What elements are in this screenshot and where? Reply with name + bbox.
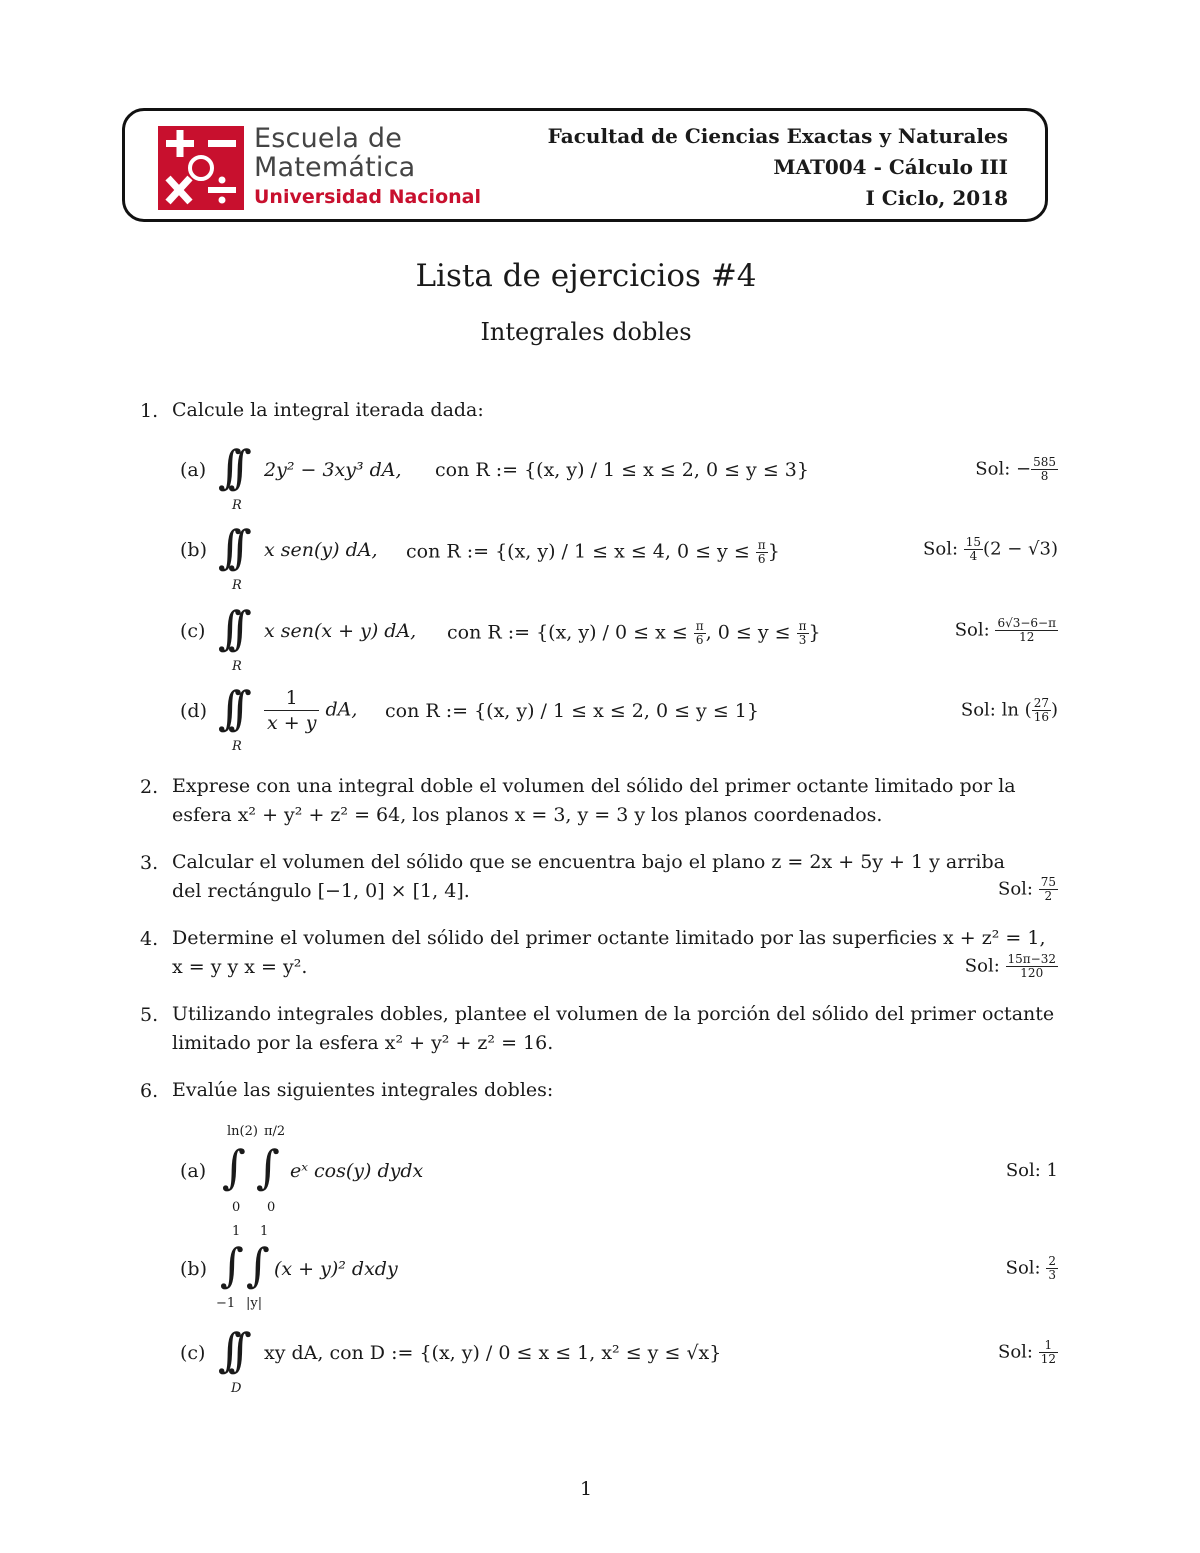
- exercise-2-text: Exprese con una integral doble el volumen del sólido del primer octante limitado por la esfera x² + y² + z² = 64, los planos x = 3, y = 3 y los planos coordenados.: [172, 775, 1016, 826]
- exercise-4-number: 4.: [140, 928, 159, 950]
- ex6b-upper-outer: 1: [232, 1224, 241, 1239]
- logo-university: Universidad Nacional: [254, 186, 481, 208]
- ex6a-lower-inner: 0: [267, 1200, 276, 1215]
- ex1d-region: R: [232, 739, 242, 754]
- double-integral-icon: ∫∫: [218, 1323, 238, 1377]
- exercise-1-number: 1.: [140, 400, 159, 422]
- ex6c-region: D: [231, 1381, 242, 1396]
- ex6a-solution: Sol: 1: [1005, 1160, 1058, 1181]
- ex6a-upper-outer: ln(2): [227, 1124, 258, 1139]
- ex4-solution: Sol: $\frac{15\pi-32}{120}$: [964, 952, 1056, 980]
- ex1d-integrand: $\frac{1}{x + y}$ dA,: [264, 686, 357, 735]
- ex6b-upper-inner: 1: [260, 1224, 269, 1239]
- page-number: 1: [579, 1478, 593, 1500]
- ex1c-label: (c): [180, 620, 206, 642]
- exercise-5-number: 5.: [140, 1004, 159, 1026]
- ex6a-upper-inner: π/2: [264, 1124, 286, 1139]
- ex1c-solution: Sol: $\frac{6√3-6-\pi}{12}$: [954, 616, 1056, 644]
- ex1a-label: (a): [180, 459, 207, 481]
- logo-text: [254, 124, 415, 182]
- ex6a-integrand: eˣ cos(y) dydx: [290, 1160, 424, 1182]
- ex1c-integrand: x sen(x + y) dA,: [264, 620, 417, 642]
- integral-icon: ∫∫: [222, 1140, 290, 1194]
- ex6a-label: (a): [180, 1160, 207, 1182]
- ex1d-label: (d): [180, 700, 207, 722]
- ex6b-integrand: (x + y)² dxdy: [274, 1258, 398, 1280]
- ex6c-label: (c): [180, 1342, 206, 1364]
- math-symbols-icon: [158, 126, 244, 210]
- ex1c-region: R: [232, 659, 242, 674]
- logo-line-2: Matemática: [254, 152, 416, 183]
- ex1d-solution: Sol: ln ( $\frac{27}{16}$ ): [960, 696, 1058, 724]
- double-integral-icon: ∫∫: [218, 440, 238, 494]
- ex6a-lower-outer: 0: [232, 1200, 241, 1215]
- exercise-3-text: Calcular el volumen del sólido que se encuentra bajo el plano z = 2x + 5y + 1 y arriba del rectángulo [−1, 0] × [1, 4].: [172, 851, 1005, 902]
- exercise-3-number: 3.: [140, 852, 159, 874]
- ex1a-region: R: [232, 498, 242, 513]
- ex1d-condition: con R := {(x, y) / 1 ≤ x ≤ 2, 0 ≤ y ≤ 1}: [385, 700, 759, 722]
- double-integral-icon: ∫∫: [218, 681, 238, 735]
- integral-icon: ∫∫: [220, 1238, 272, 1292]
- ex1b-solution: Sol: $\frac{15}{4}$ (2 − √3): [923, 535, 1058, 563]
- term: I Ciclo, 2018: [865, 186, 1008, 210]
- double-integral-icon: ∫∫: [218, 601, 238, 655]
- ex1b-label: (b): [180, 539, 207, 561]
- ex6c-integrand: xy dA, con D := {(x, y) / 0 ≤ x ≤ 1, x² ≤ y ≤ √x}: [264, 1342, 722, 1364]
- faculty-name: Facultad de Ciencias Exactas y Naturales: [547, 124, 1008, 148]
- double-integral-icon: ∫∫: [218, 520, 238, 574]
- ex6b-label: (b): [180, 1258, 207, 1280]
- page-title: Lista de ejercicios #4: [415, 258, 757, 294]
- ex1a-integrand: 2y² − 3xy³ dA,: [264, 459, 402, 481]
- exercise-4-text: Determine el volumen del sólido del primer octante limitado por las superficies x + z² = 1, x = y y x = y².: [172, 927, 1046, 978]
- exercise-5-text: Utilizando integrales dobles, plantee el volumen de la porción del sólido del primer octante limitado por la esfera x² + y² + z² = 16.: [172, 1003, 1055, 1054]
- course-name: MAT004 - Cálculo III: [773, 155, 1008, 179]
- exercise-2-number: 2.: [140, 776, 159, 798]
- school-logo: [158, 123, 481, 214]
- ex1b-condition: con R := {(x, y) / 1 ≤ x ≤ 4, 0 ≤ y ≤ $\frac{\pi}{6}$ }: [406, 538, 780, 566]
- ex3-solution: Sol: $\frac{75}{2}$: [997, 875, 1056, 903]
- logo-line-1: Escuela de: [254, 123, 403, 154]
- ex1a-condition: con R := {(x, y) / 1 ≤ x ≤ 2, 0 ≤ y ≤ 3}: [435, 459, 809, 481]
- ex6c-solution: Sol: $\frac{1}{12}$: [997, 1338, 1056, 1366]
- ex6b-lower-outer: −1: [216, 1296, 236, 1311]
- exercise-6-text: Evalúe las siguientes integrales dobles:: [172, 1079, 554, 1101]
- ex1a-solution: Sol: − $\frac{585}{8}$: [975, 455, 1056, 483]
- ex1b-integrand: x sen(y) dA,: [264, 539, 378, 561]
- page-subtitle: Integrales dobles: [480, 318, 692, 346]
- ex6b-solution: Sol: $\frac{2}{3}$: [1005, 1254, 1056, 1282]
- ex1c-condition: con R := {(x, y) / 0 ≤ x ≤ $\frac{\pi}{6}$ , 0 ≤ y ≤ $\frac{\pi}{3}$ }: [447, 619, 821, 647]
- exercise-6-number: 6.: [140, 1080, 159, 1102]
- exercise-1-text: Calcule la integral iterada dada:: [172, 399, 484, 421]
- ex6b-lower-inner: |y|: [246, 1296, 263, 1311]
- ex1b-region: R: [232, 578, 242, 593]
